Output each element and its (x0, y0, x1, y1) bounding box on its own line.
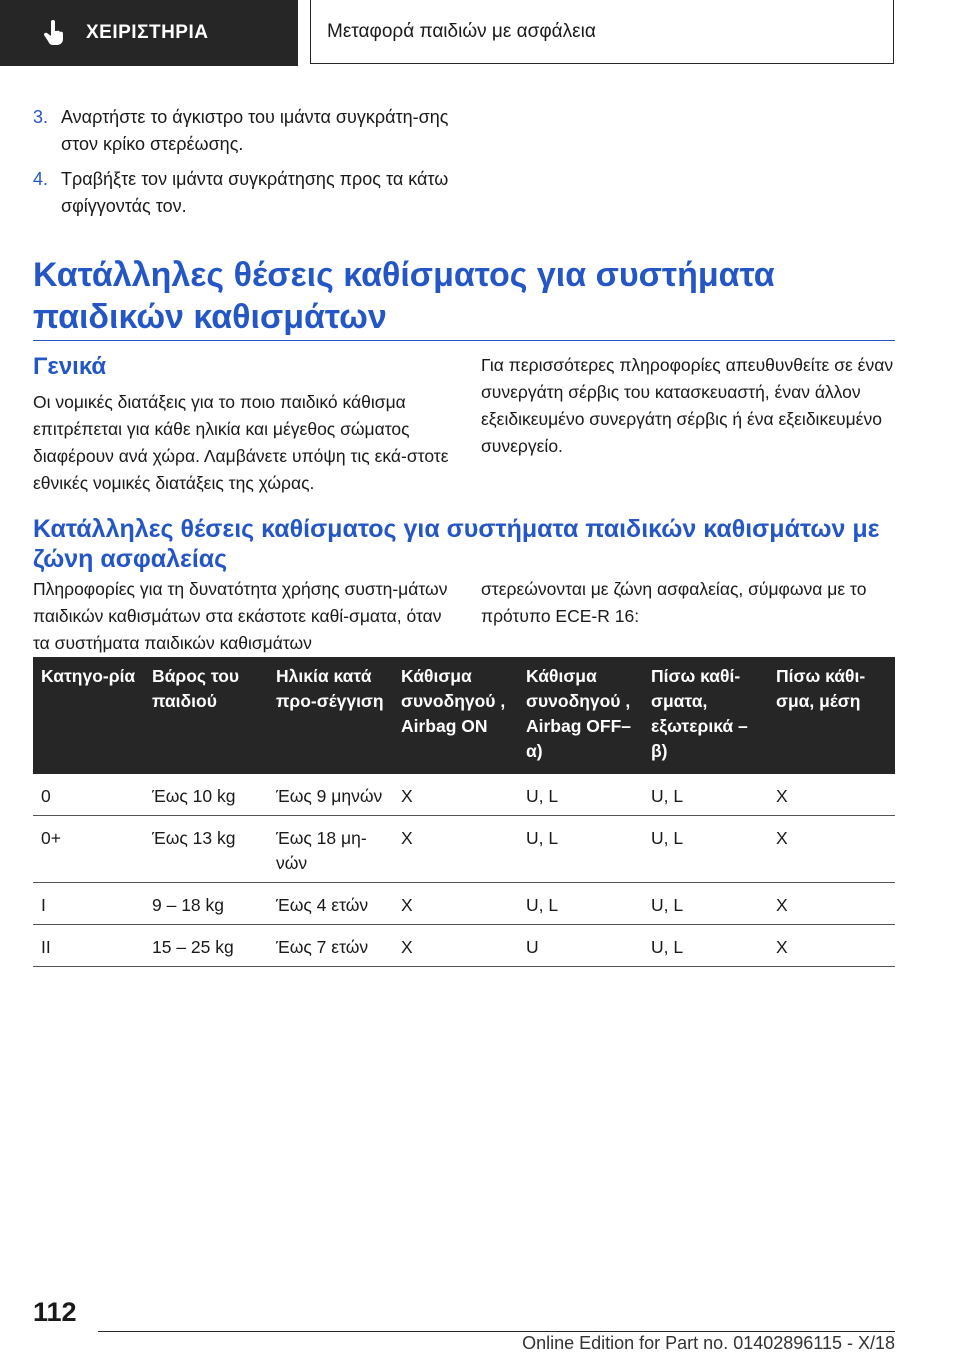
table-cell: U, L (643, 816, 768, 883)
edition-note: Online Edition for Part no. 01402896115 - X/18 (522, 1333, 895, 1353)
table-cell: X (768, 774, 895, 816)
column-header: Κάθισμα συνοδηγού , Airbag ON (393, 657, 518, 774)
page-number: 112 (33, 1297, 77, 1327)
table-header-row (33, 657, 895, 774)
column-header: Βάρος του παιδιού (144, 657, 268, 774)
table-cell: Έως 10 kg (144, 774, 268, 816)
chapter-label: ΧΕΙΡΙΣΤΗΡΙΑ (86, 22, 209, 43)
list-item (33, 166, 463, 220)
table-cell: 0+ (33, 816, 144, 883)
table-cell: 0 (33, 774, 144, 816)
table-cell: U (518, 925, 643, 967)
table-cell: U, L (518, 816, 643, 883)
belt-text-left: Πληροφορίες για τη δυνατότητα χρήσης συστη-μάτων παιδικών καθισμάτων στα εκάστοτε καθί-σματα, όταν τα συστήματα παιδικών καθισμάτων (33, 579, 448, 653)
table-cell: X (768, 925, 895, 967)
table-row (33, 816, 895, 883)
table-cell: X (768, 883, 895, 925)
general-heading: Γενικά (33, 353, 107, 380)
title-divider (33, 340, 895, 341)
list-item (33, 104, 463, 158)
step-text: Τραβήξτε τον ιμάντα συγκράτησης προς τα κάτω σφίγγοντάς τον. (61, 169, 449, 216)
table-cell: U, L (643, 925, 768, 967)
table-row (33, 925, 895, 967)
seat-suitability-table (33, 657, 895, 967)
hand-pointer-icon (40, 18, 70, 48)
table-cell: X (393, 883, 518, 925)
column-header: Ηλικία κατά προ-σέγγιση (268, 657, 393, 774)
page-title: Κατάλληλες θέσεις καθίσματος για συστήματα παιδικών καθισμάτων (33, 256, 775, 336)
section-tab[interactable] (310, 0, 894, 64)
table-cell: Έως 9 μηνών (268, 774, 393, 816)
step-number: 4. (33, 169, 49, 189)
section-label: Μεταφορά παιδιών με ασφάλεια (327, 20, 596, 42)
table-cell: U, L (518, 883, 643, 925)
column-header: Πίσω καθί-σματα, εξωτερικά – β) (643, 657, 768, 774)
step-number: 3. (33, 107, 49, 127)
table-cell: Έως 18 μη-νών (268, 816, 393, 883)
table-cell: X (393, 774, 518, 816)
step-list (33, 104, 463, 228)
table-cell: X (393, 816, 518, 883)
table-cell: X (393, 925, 518, 967)
footer-divider (98, 1331, 895, 1332)
table-cell: Έως 4 ετών (268, 883, 393, 925)
table-cell: Έως 7 ετών (268, 925, 393, 967)
table-row (33, 774, 895, 816)
column-header: Κατηγο-ρία (33, 657, 144, 774)
table-cell: 9 – 18 kg (144, 883, 268, 925)
belt-section-heading: Κατάλληλες θέσεις καθίσματος για συστήματα παιδικών καθισμάτων με ζώνη ασφαλείας (33, 515, 880, 573)
table-cell: U, L (643, 883, 768, 925)
table-row (33, 883, 895, 925)
table-cell: II (33, 925, 144, 967)
page-header (0, 0, 960, 66)
table-cell: Έως 13 kg (144, 816, 268, 883)
table-cell: I (33, 883, 144, 925)
table-cell: U, L (518, 774, 643, 816)
chapter-tab[interactable] (0, 0, 298, 66)
table-cell: X (768, 816, 895, 883)
table-cell: U, L (643, 774, 768, 816)
table-cell: 15 – 25 kg (144, 925, 268, 967)
general-text-left: Οι νομικές διατάξεις για το ποιο παιδικό κάθισμα επιτρέπεται για κάθε ηλικία και μέγεθος σώματος διαφέρουν ανά χώρα. Λαμβάνετε υπόψη τις εκά-στοτε εθνικές νομικές διατάξεις της χώρας. (33, 392, 449, 493)
step-text: Αναρτήστε το άγκιστρο του ιμάντα συγκράτη-σης στον κρίκο στερέωσης. (61, 107, 449, 154)
column-header: Πίσω κάθι-σμα, μέση (768, 657, 895, 774)
belt-text-right: στερεώνονται με ζώνη ασφαλείας, σύμφωνα με το πρότυπο ECE-R 16: (481, 579, 867, 626)
column-header: Κάθισμα συνοδηγού , Airbag OFF– α) (518, 657, 643, 774)
general-text-right: Για περισσότερες πληροφορίες απευθυνθείτε σε έναν συνεργάτη σέρβις του κατασκευαστή, έναν άλλον εξειδικευμένο συνεργάτη σέρβις ή ένα εξειδικευμένο συνεργείο. (481, 355, 894, 456)
